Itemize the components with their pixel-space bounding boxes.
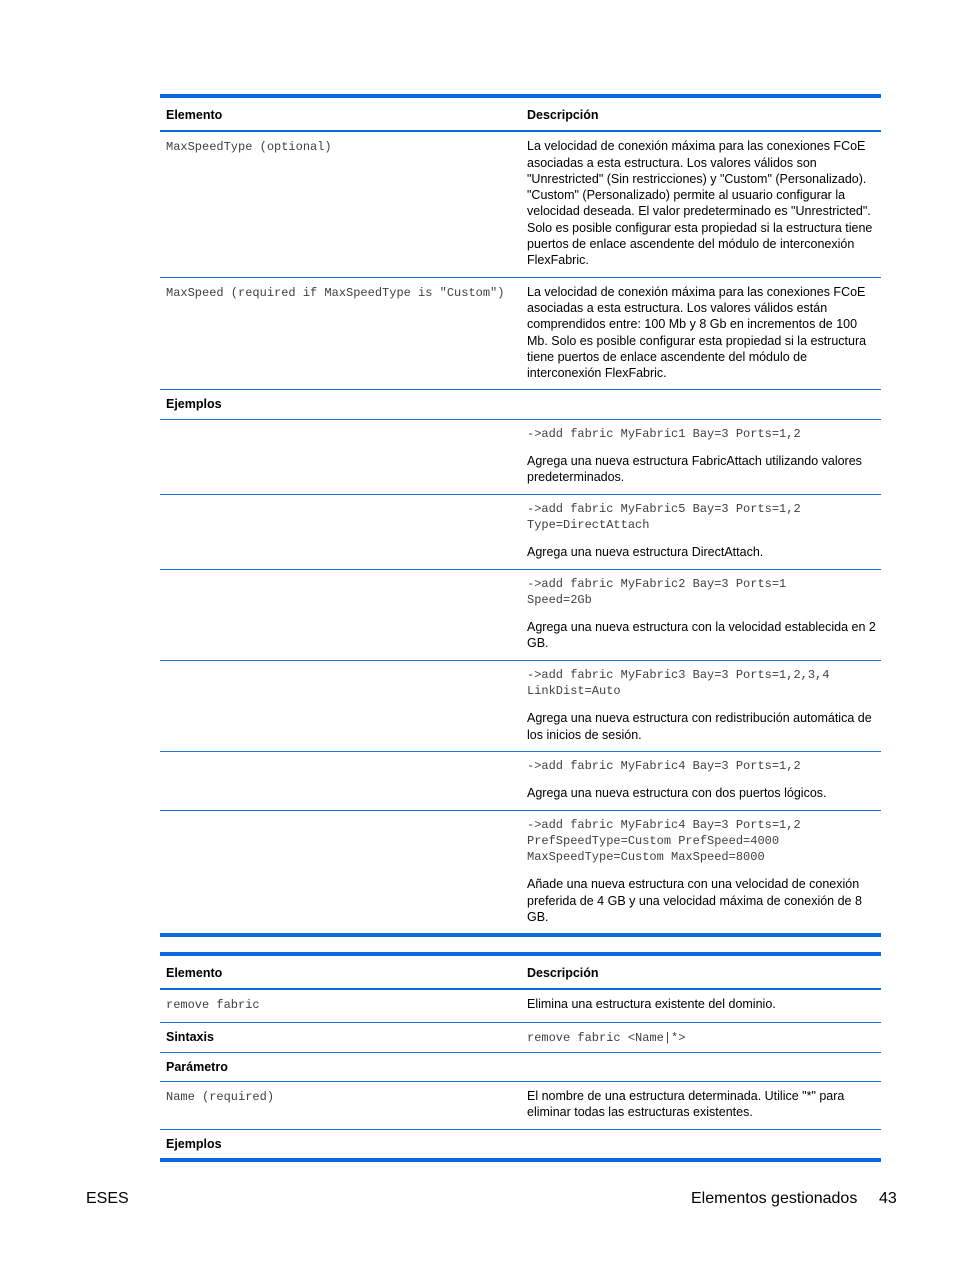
example-command: ->add fabric MyFabric1 Bay=3 Ports=1,2 bbox=[527, 426, 801, 441]
syntax-command: remove fabric <Name|*> bbox=[527, 1030, 686, 1045]
table-header bbox=[160, 98, 881, 131]
example-row bbox=[160, 810, 881, 933]
header-elemento: Elemento bbox=[160, 98, 521, 131]
example-row bbox=[160, 751, 881, 810]
parameter-name: Name (required) bbox=[166, 1090, 275, 1105]
example-command: ->add fabric MyFabric4 Bay=3 Ports=1,2 PrefSpeedType=Custom PrefSpeed=4000 MaxSpeedType=Custom MaxSpeed=8000 bbox=[527, 817, 801, 865]
syntax-row bbox=[160, 1022, 881, 1052]
footer-language: ESES bbox=[86, 1190, 129, 1207]
table-row bbox=[160, 989, 881, 1022]
example-row bbox=[160, 569, 881, 660]
example-description: Agrega una nueva estructura con dos puertos lógicos. bbox=[527, 786, 827, 801]
remove-fabric-table bbox=[160, 952, 881, 1162]
table-header bbox=[160, 956, 881, 989]
syntax-label: Sintaxis bbox=[160, 1022, 521, 1052]
element-name: remove fabric bbox=[166, 998, 260, 1013]
element-description: La velocidad de conexión máxima para las conexiones FCoE asociadas a esta estructura. Los valores válidos son "Unrestricted" (Sin restricciones) y "Custom" (Personalizado). "Custom" (Personalizado) permite al usuario configurar la velocidad deseada. El valor predeterminado es "Unrestricted". Solo es posible configurar esta propiedad si la estructura tiene puertos de enlace ascendente del módulo de interconexión FlexFabric. bbox=[521, 131, 881, 277]
parameter-label: Parámetro bbox=[160, 1052, 521, 1081]
example-description: Añade una nueva estructura con una velocidad de conexión preferida de 4 GB y una velocidad máxima de conexión de 8 GB. bbox=[527, 877, 862, 924]
example-command: ->add fabric MyFabric5 Bay=3 Ports=1,2 Type=DirectAttach bbox=[527, 501, 801, 532]
examples-section-header bbox=[160, 390, 881, 419]
element-name: MaxSpeed (required if MaxSpeedType is "Custom") bbox=[166, 285, 505, 300]
header-descripcion: Descripción bbox=[521, 98, 881, 131]
table-row bbox=[160, 277, 881, 390]
example-description: Agrega una nueva estructura FabricAttach utilizando valores predeterminados. bbox=[527, 454, 862, 485]
example-command: ->add fabric MyFabric4 Bay=3 Ports=1,2 bbox=[527, 758, 801, 773]
parameter-section-header bbox=[160, 1052, 881, 1081]
example-row bbox=[160, 660, 881, 751]
example-row bbox=[160, 494, 881, 569]
examples-label: Ejemplos bbox=[166, 1136, 222, 1151]
footer-page-number: 43 bbox=[879, 1190, 897, 1207]
examples-label: Ejemplos bbox=[160, 390, 521, 419]
element-description: Elimina una estructura existente del dominio. bbox=[521, 989, 881, 1022]
element-name: MaxSpeedType (optional) bbox=[166, 140, 332, 155]
header-descripcion: Descripción bbox=[521, 956, 881, 989]
example-description: Agrega una nueva estructura con redistribución automática de los inicios de sesión. bbox=[527, 711, 872, 742]
example-description: Agrega una nueva estructura DirectAttach. bbox=[527, 545, 764, 560]
table-row bbox=[160, 1082, 881, 1130]
fabric-properties-table bbox=[160, 94, 881, 937]
table-row bbox=[160, 131, 881, 277]
footer-section-title: Elementos gestionados bbox=[691, 1190, 858, 1207]
example-description: Agrega una nueva estructura con la velocidad establecida en 2 GB. bbox=[527, 620, 876, 651]
example-row bbox=[160, 419, 881, 494]
parameter-description: El nombre de una estructura determinada. Utilice "*" para eliminar todas las estructuras existentes. bbox=[521, 1082, 881, 1130]
example-command: ->add fabric MyFabric3 Bay=3 Ports=1,2,3,4 LinkDist=Auto bbox=[527, 667, 830, 699]
header-elemento: Elemento bbox=[160, 956, 521, 989]
element-description: La velocidad de conexión máxima para las conexiones FCoE asociadas a esta estructura. Los valores válidos están comprendidos entre: 100 Mb y 8 Gb en incrementos de 100 Mb. Solo es posible configurar esta propiedad si la estructura tiene puertos de enlace ascendente del módulo de interconexión FlexFabric. bbox=[521, 277, 881, 390]
examples-section-header bbox=[160, 1129, 881, 1158]
example-command: ->add fabric MyFabric2 Bay=3 Ports=1 Speed=2Gb bbox=[527, 576, 787, 607]
